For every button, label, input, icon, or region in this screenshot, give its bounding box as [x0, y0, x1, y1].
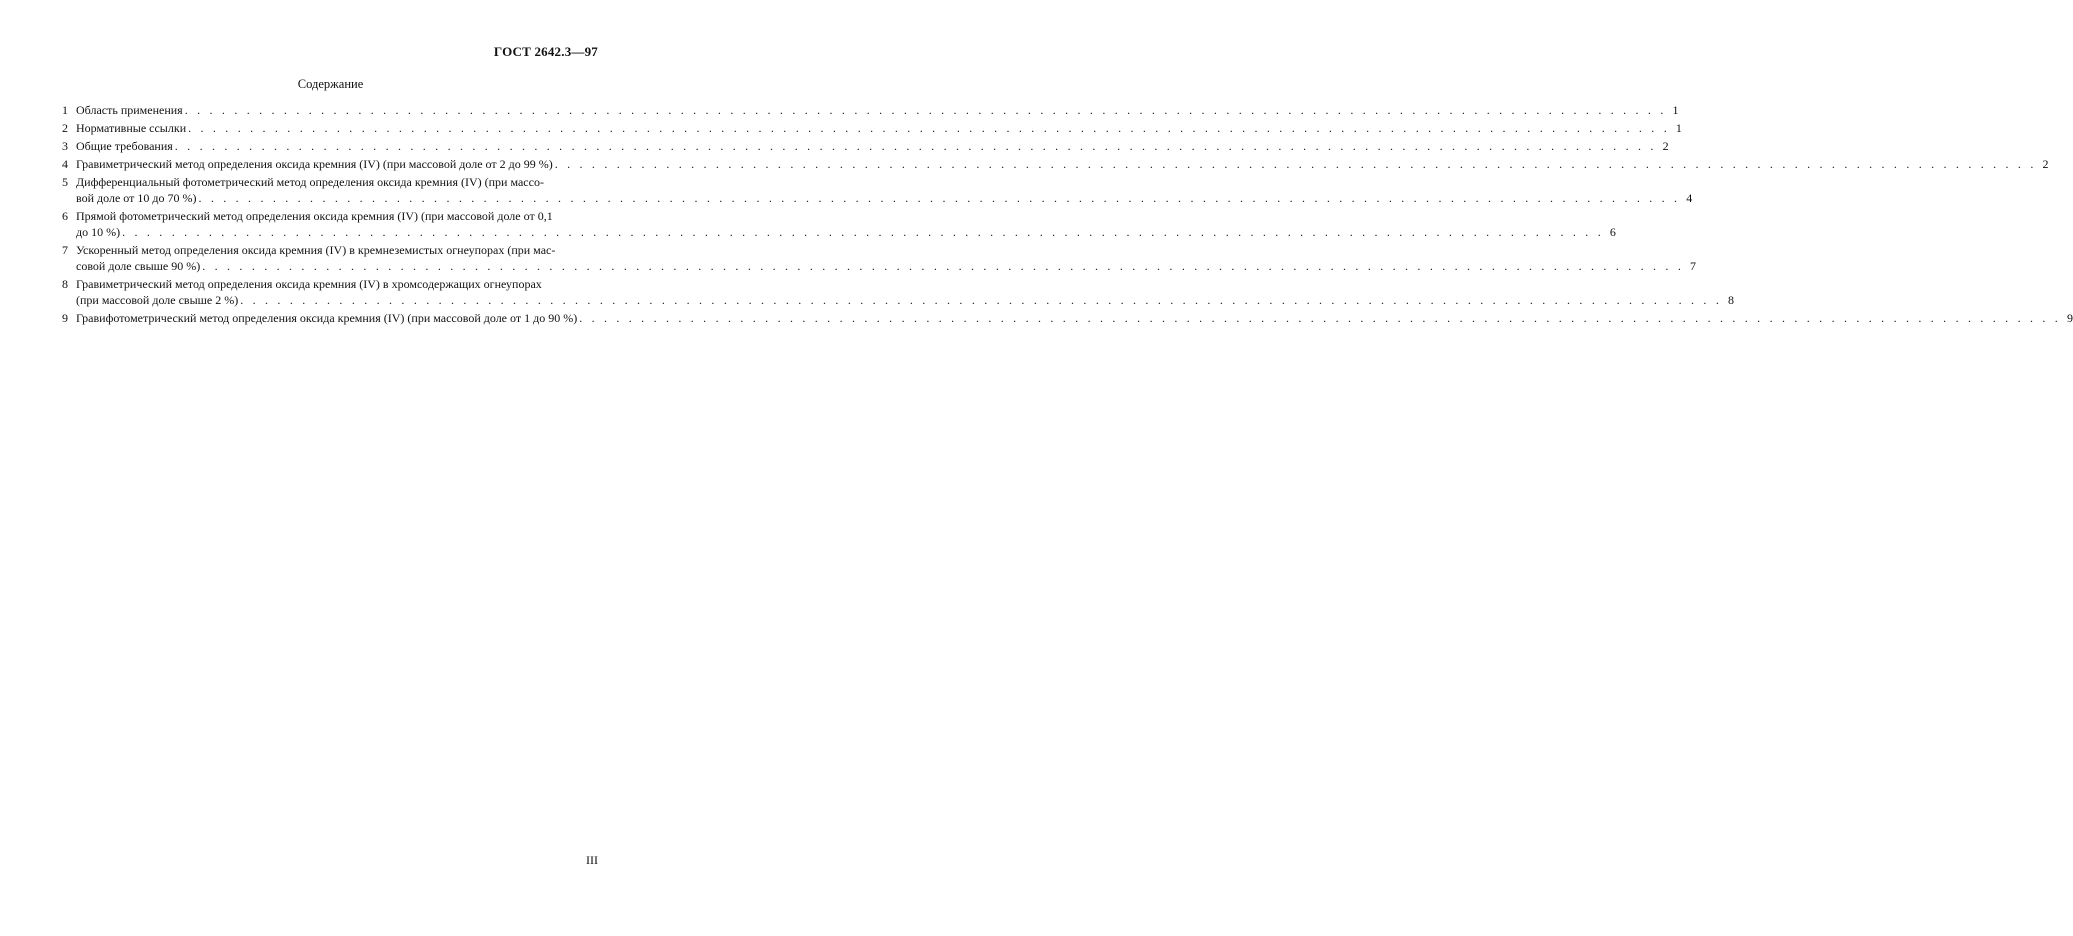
toc-entry-title: Гравифотометрический метод определения оксида кремния (IV) (при массовой доле от 1 до 90 %)	[76, 311, 578, 325]
toc-entry-number: 4	[62, 157, 68, 171]
toc-entry-title: Дифференциальный фотометрический метод определения оксида кремния (IV) (при массо-	[76, 175, 544, 189]
toc-entry-number: 8	[62, 277, 68, 291]
toc-entry-title: Ускоренный метод определения оксида кремния (IV) в кремнеземистых огнеупорах (при мас-	[76, 243, 556, 257]
toc-title: Содержание	[297, 77, 364, 91]
toc-entry-body	[76, 174, 1693, 206]
toc-entry-number: 3	[62, 139, 68, 153]
toc-entry-line	[76, 224, 1616, 240]
toc-entry[interactable]	[62, 310, 2073, 326]
toc-entry-title: Гравиметрический метод определения оксида кремния (IV) в хромсодержащих огнеупорах	[76, 277, 542, 291]
dot-leader: . . . . . . . . . . . . . . . . . . . . . . . . . . . . . . . . . . . . . . . . . . . . . . . . . . . . . . . . . . . . . . . . . . . . . . . . . . . . . . . . . . . . . . . . . . . . . . . . . . . . . . . . . . . . . . . . . . . . . . . .	[188, 121, 1670, 135]
toc-entry[interactable]	[62, 156, 2049, 172]
toc-entry-page: 2	[2042, 157, 2049, 171]
toc-entry[interactable]	[62, 102, 1679, 118]
toc-entry-line	[76, 138, 1669, 154]
toc-entry-body	[76, 120, 1682, 136]
dot-leader: . . . . . . . . . . . . . . . . . . . . . . . . . . . . . . . . . . . . . . . . . . . . . . . . . . . . . . . . . . . . . . . . . . . . . . . . . . . . . . . . . . . . . . . . . . . . . . . . . . . . . . . . . . . . . . . . . . . . . . . .	[240, 293, 1723, 307]
toc-entry-line	[76, 276, 599, 292]
toc-entry-page: 6	[1609, 225, 1616, 239]
toc-entry-body	[76, 138, 1669, 154]
toc-entry-number: 2	[62, 121, 68, 135]
toc-entry-body	[76, 208, 1616, 240]
toc-entry-title: Нормативные ссылки	[76, 121, 187, 135]
toc-entry-body	[76, 102, 1679, 118]
toc-entry-title: Общие требования	[76, 139, 173, 153]
toc-entry-line	[76, 120, 1682, 136]
toc-entry-line	[76, 208, 599, 224]
toc-entry-title: (при массовой доле свыше 2 %)	[76, 293, 239, 307]
toc-entry-title: Прямой фотометрический метод определения оксида кремния (IV) (при массовой доле от 0,1	[76, 209, 553, 223]
table-of-contents	[62, 102, 2073, 328]
toc-entry-number: 1	[62, 103, 68, 117]
toc-entry-page: 7	[1690, 259, 1697, 273]
document-code: ГОСТ 2642.3—97	[493, 44, 598, 59]
toc-entry-line	[76, 174, 599, 190]
toc-entry-number: 6	[62, 209, 68, 223]
toc-entry-page: 1	[1672, 103, 1679, 117]
toc-entry-body	[76, 276, 1735, 308]
page-number: III	[586, 853, 598, 867]
toc-entry-page: 9	[2067, 311, 2073, 325]
dot-leader: . . . . . . . . . . . . . . . . . . . . . . . . . . . . . . . . . . . . . . . . . . . . . . . . . . . . . . . . . . . . . . . . . . . . . . . . . . . . . . . . . . . . . . . . . . . . . . . . . . . . . . . . . . . . . . . . . . . . . . . .	[202, 259, 1685, 273]
toc-entry-body	[76, 242, 1697, 274]
dot-leader: . . . . . . . . . . . . . . . . . . . . . . . . . . . . . . . . . . . . . . . . . . . . . . . . . . . . . . . . . . . . . . . . . . . . . . . . . . . . . . . . . . . . . . . . . . . . . . . . . . . . . . . . . . . . . . . . . . . . . . . .	[554, 157, 2037, 171]
toc-entry-page: 2	[1662, 139, 1669, 153]
dot-leader: . . . . . . . . . . . . . . . . . . . . . . . . . . . . . . . . . . . . . . . . . . . . . . . . . . . . . . . . . . . . . . . . . . . . . . . . . . . . . . . . . . . . . . . . . . . . . . . . . . . . . . . . . . . . . . . . . . . . . . . .	[122, 225, 1604, 239]
toc-entry-title: до 10 %)	[76, 225, 121, 239]
dot-leader: . . . . . . . . . . . . . . . . . . . . . . . . . . . . . . . . . . . . . . . . . . . . . . . . . . . . . . . . . . . . . . . . . . . . . . . . . . . . . . . . . . . . . . . . . . . . . . . . . . . . . . . . . . . . . . . . . . . . . . . .	[579, 311, 2061, 325]
toc-entry-line	[76, 292, 1735, 308]
toc-entry-line	[76, 258, 1697, 274]
toc-entry-title: Область применения	[76, 103, 183, 117]
dot-leader: . . . . . . . . . . . . . . . . . . . . . . . . . . . . . . . . . . . . . . . . . . . . . . . . . . . . . . . . . . . . . . . . . . . . . . . . . . . . . . . . . . . . . . . . . . . . . . . . . . . . . . . . . . . . . . . . . . . . . . . .	[184, 103, 1667, 117]
toc-entry-number: 7	[62, 243, 68, 257]
toc-entry[interactable]	[62, 120, 1682, 136]
toc-entry[interactable]	[62, 276, 1735, 308]
toc-entry[interactable]	[62, 208, 1616, 240]
toc-entry-line	[76, 310, 2073, 326]
toc-entry-line	[76, 156, 2049, 172]
toc-entry-number: 9	[62, 311, 68, 325]
toc-entry-body	[76, 156, 2049, 172]
toc-entry-title: Гравиметрический метод определения оксида кремния (IV) (при массовой доле от 2 до 99 %)	[76, 157, 553, 171]
toc-entry-title: вой доле от 10 до 70 %)	[76, 191, 197, 205]
dot-leader: . . . . . . . . . . . . . . . . . . . . . . . . . . . . . . . . . . . . . . . . . . . . . . . . . . . . . . . . . . . . . . . . . . . . . . . . . . . . . . . . . . . . . . . . . . . . . . . . . . . . . . . . . . . . . . . . . . . . . . . .	[174, 139, 1657, 153]
toc-entry[interactable]	[62, 138, 1669, 154]
toc-entry-line	[76, 190, 1693, 206]
toc-entry-body	[76, 310, 2073, 326]
dot-leader: . . . . . . . . . . . . . . . . . . . . . . . . . . . . . . . . . . . . . . . . . . . . . . . . . . . . . . . . . . . . . . . . . . . . . . . . . . . . . . . . . . . . . . . . . . . . . . . . . . . . . . . . . . . . . . . . . . . . . . . .	[198, 191, 1681, 205]
toc-entry-number: 5	[62, 175, 68, 189]
toc-entry-page: 4	[1686, 191, 1693, 205]
toc-entry-page: 1	[1675, 121, 1682, 135]
toc-entry[interactable]	[62, 174, 1693, 206]
toc-entry[interactable]	[62, 242, 1697, 274]
toc-entry-line	[76, 102, 1679, 118]
toc-entry-title: совой доле свыше 90 %)	[76, 259, 201, 273]
toc-entry-page: 8	[1728, 293, 1735, 307]
toc-entry-line	[76, 242, 599, 258]
